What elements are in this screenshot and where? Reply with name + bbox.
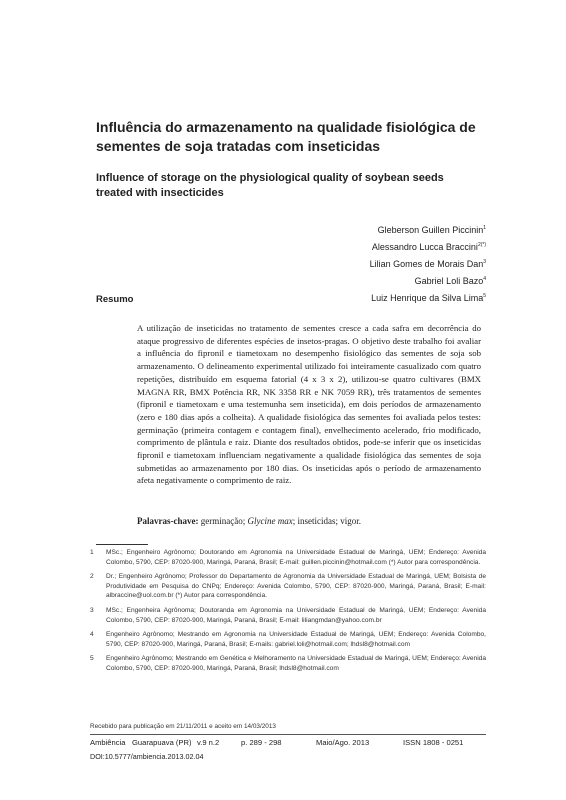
author-name: [370, 255, 486, 272]
abstract-heading: Resumo: [96, 294, 134, 305]
author-affiliation-mark: 2(*): [477, 242, 486, 248]
journal-city: Guarapuava (PR): [132, 738, 192, 747]
author-affiliation-mark: 3: [483, 259, 486, 265]
footnote-number: 4: [90, 631, 94, 639]
footnote-text: MSc.; Engenheiro Agrônomo; Doutorando em Agronomia na Universidade Estadual de Maringá, UEM; Endereço: Avenida Colombo, 5790, CEP: 87020-900, Maringá, Paraná, Brasil; E-mail: guillen.piccinin@hotmail.com (*) Autor para correspondência.: [106, 549, 486, 566]
journal-date: Maio/Ago. 2013: [316, 738, 370, 747]
doi: DOI:10.5777/ambiencia.2013.02.04: [90, 752, 204, 761]
journal-name: Ambiência: [90, 738, 126, 747]
author-name: [370, 289, 486, 306]
author-name: [370, 238, 486, 255]
keywords-italic: Glycine max: [247, 516, 293, 526]
author-name-text: Gabriel Loli Bazo: [414, 276, 484, 286]
keywords-label: Palavras-chave:: [137, 516, 199, 526]
journal-pages: p. 289 - 298: [241, 738, 282, 747]
author-name-text: Gleberson Guillen Piccinin: [377, 225, 484, 235]
author-name-text: Luiz Henrique da Silva Lima: [371, 293, 484, 303]
footnote: [90, 630, 486, 649]
footnote: [90, 606, 486, 625]
received-date: Recebido para publicação em 21/11/2011 e aceito em 14/03/2013: [90, 723, 276, 730]
author-name: [370, 221, 486, 238]
author-list: [370, 221, 486, 306]
footnote: [90, 548, 486, 567]
footnote-text: Engenheiro Agrônomo; Mestrando em Genética e Melhoramento na Universidade Estadual de Maringá, UEM; Endereço: Avenida Colombo, 5790, CEP: 87020-900, Maringá, Paraná, Brasil; lhdsl8@hotmail.com: [106, 655, 486, 672]
author-name-text: Lilian Gomes de Morais Dan: [369, 259, 484, 269]
footnote-number: 2: [90, 573, 94, 581]
footnote: [90, 572, 486, 601]
abstract-text: [137, 322, 481, 487]
footnote: [90, 654, 486, 673]
footnote-number: 5: [90, 655, 94, 663]
abstract-paragraph: A utilização de inseticidas no tratamento de sementes cresce a cada safra em decorrência do ataque progressivo de diferentes espécies de insetos-pragas. O objetivo deste trabalho foi avaliar a influência do fipronil e tiametoxam no desempenho fisiológico das sementes de soja sob armazenamento. O delineamento experimental utilizado foi inteiramente casualizado com quatro repetições, distribuído em esquema fatorial (4 x 3 x 2), utilizou-se quatro cultivares (BMX MAGNA RR, BMX Potência RR, NK 3358 RR e NK 7059 RR), três tratamentos de sementes (fipronil e tiametoxam e uma testemunha sem inseticida), em dois períodos de armazenamento (zero e 180 dias após a colheita). A qualidade fisiológica das sementes foi avaliada pelos testes: germinação (primeira contagem e contagem final), envelhecimento acelerado, frio modificado, comprimento de plântula e raiz. Diante dos resultados obtidos, pode-se inferir que os inseticidas fipronil e tiametoxam influenciam negativamente a qualidade fisiológica das sementes de soja submetidas ao armazenamento por 180 dias. Os inseticidas após o período de armazenamento afeta negativamente o comprimento de raiz.: [137, 323, 481, 486]
keywords-post: ; inseticidas; vigor.: [292, 516, 361, 526]
article-title-english: Influence of storage on the physiological quality of soybean seeds treated with insecticides: [96, 172, 444, 199]
author-affiliation-mark: 1: [483, 225, 486, 231]
journal-issn: ISSN 1808 - 0251: [403, 738, 464, 747]
footnote-number: 3: [90, 606, 94, 614]
author-name-text: Alessandro Lucca Braccini: [371, 242, 478, 252]
author-affiliation-mark: 5: [483, 293, 486, 299]
keywords-line: [137, 516, 481, 526]
footnote-text: Dr.; Engenheiro Agrônomo; Professor do Departamento de Agronomia da Universidade Estadual de Maringá, UEM; Bolsista de Produtividade em Pesquisa do CNPq; Endereço: Avenida Colombo, 5790, CEP: 87020-900, Maringá, Paraná, Brasil; E-mail: albraccine@uol.com.br (*) Autor para correspondência.: [106, 573, 486, 600]
footnote-separator: [96, 544, 148, 545]
footnote-number: 1: [90, 549, 94, 556]
footnote-text: MSc.; Engenheira Agrônoma; Doutoranda em Agronomia na Universidade Estadual de Maringá, UEM; Endereço: Avenida Colombo, 5790, CEP: 87020-900, Maringá, Paraná, Brasil; E-mail: liliangmdan@yahoo.com.br: [106, 606, 486, 624]
footnote-text: Engenheiro Agrônomo; Mestrando em Agronomia na Universidade Estadual de Maringá, UEM; Endereço: Avenida Colombo, 5790, CEP: 87020-900, Maringá, Paraná, Brasil; E-mails: gabriel.loli@hotmail.com; lhdsl8@hotmail.com: [106, 631, 486, 648]
author-affiliation-mark: 4: [483, 276, 486, 282]
keywords-pre: germinação;: [198, 516, 248, 526]
article-title-portuguese: Influência do armazenamento na qualidade fisiológica de sementes de soja tratadas com inseticidas: [96, 119, 476, 154]
author-name: [370, 272, 486, 289]
journal-volume: v.9 n.2: [197, 738, 220, 747]
footnotes: [90, 548, 486, 679]
footer-rule: [90, 734, 486, 735]
